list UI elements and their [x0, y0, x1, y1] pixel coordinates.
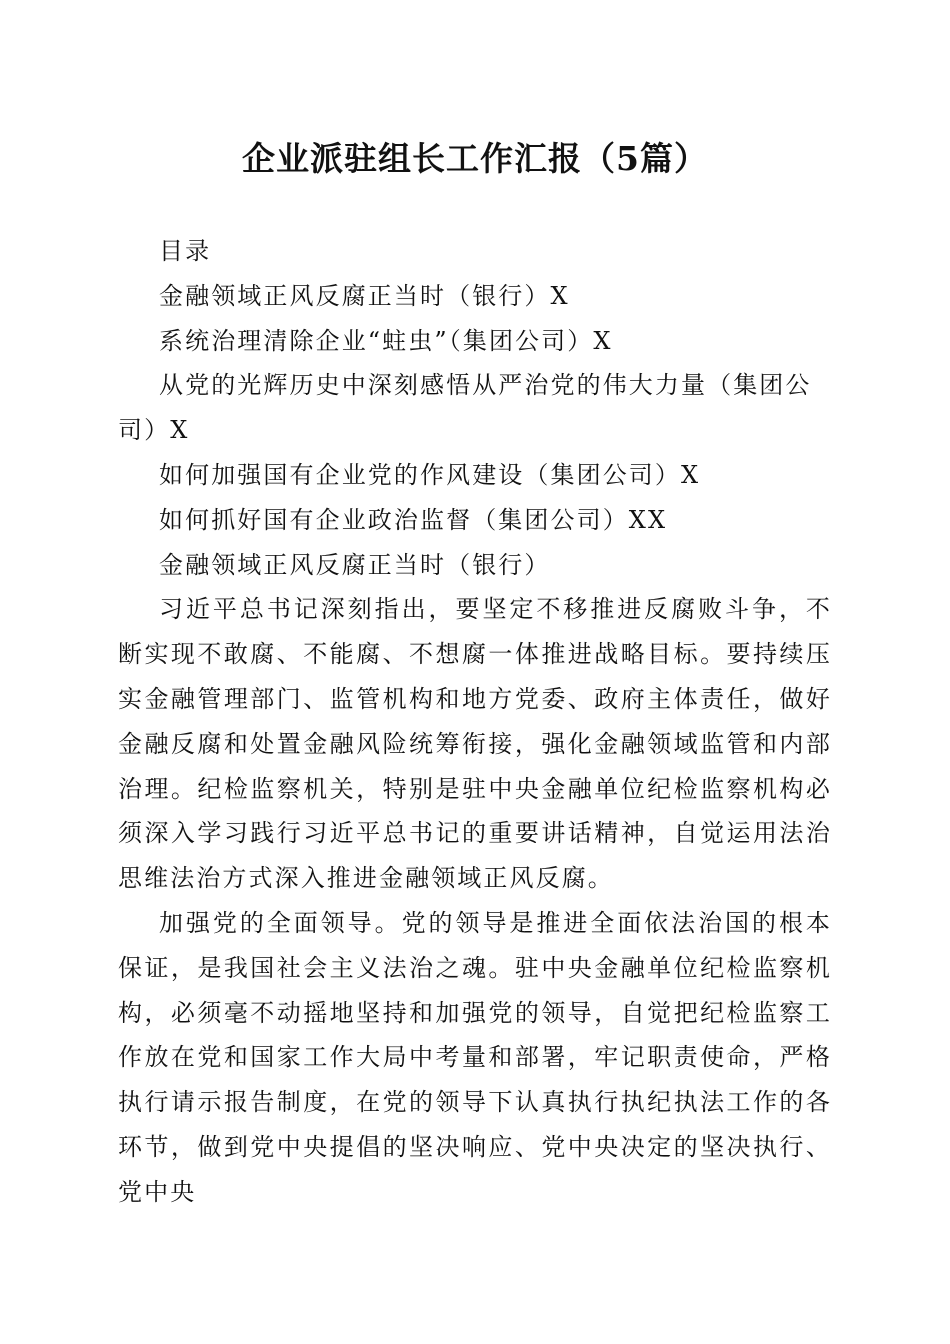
toc-item: 系统治理清除企业“蛀虫”（集团公司）X: [159, 326, 613, 355]
toc-item: 如何加强国有企业党的作风建设（集团公司）X: [159, 460, 701, 489]
body-paragraph: 习近平总书记深刻指出，要坚定不移推进反腐败斗争，不断实现不敢腐、不能腐、不想腐一体推进战略目标。要持续压实金融管理部门、监管机构和地方党委、政府主体责任，做好金融反腐和处置金融风险统筹衔接，强化金融领域监管和内部治理。纪检监察机关，特别是驻中央金融单位纪检监察机构必须深入学习践行习近平总书记的重要讲话精神，自觉运用法治思维法治方式深入推进金融领域正风反腐。: [118, 595, 832, 893]
body-paragraph: 加强党的全面领导。党的领导是推进全面依法治国的根本保证，是我国社会主义法治之魂。驻中央金融单位纪检监察机构，必须毫不动摇地坚持和加强党的领导，自觉把纪检监察工作放在党和国家工作大局中考量和部署，牢记职责使命，严格执行请示报告制度，在党的领导下认真执行执纪执法工作的各环节，做到党中央提倡的坚决响应、党中央决定的坚决执行、党中央: [118, 908, 832, 1206]
toc-item: 如何抓好国有企业政治监督（集团公司）XX: [159, 505, 668, 534]
section-title: 金融领域正风反腐正当时（银行）: [159, 550, 551, 579]
toc-item: 金融领域正风反腐正当时（银行）X: [159, 281, 570, 310]
toc-item: 从党的光辉历史中深刻感悟从严治党的伟大力量（集团公司）X: [118, 371, 812, 445]
document-body: [118, 229, 832, 1215]
toc-heading: 目录: [159, 237, 212, 265]
document-title: 企业派驻组长工作汇报（5篇）: [242, 139, 708, 178]
